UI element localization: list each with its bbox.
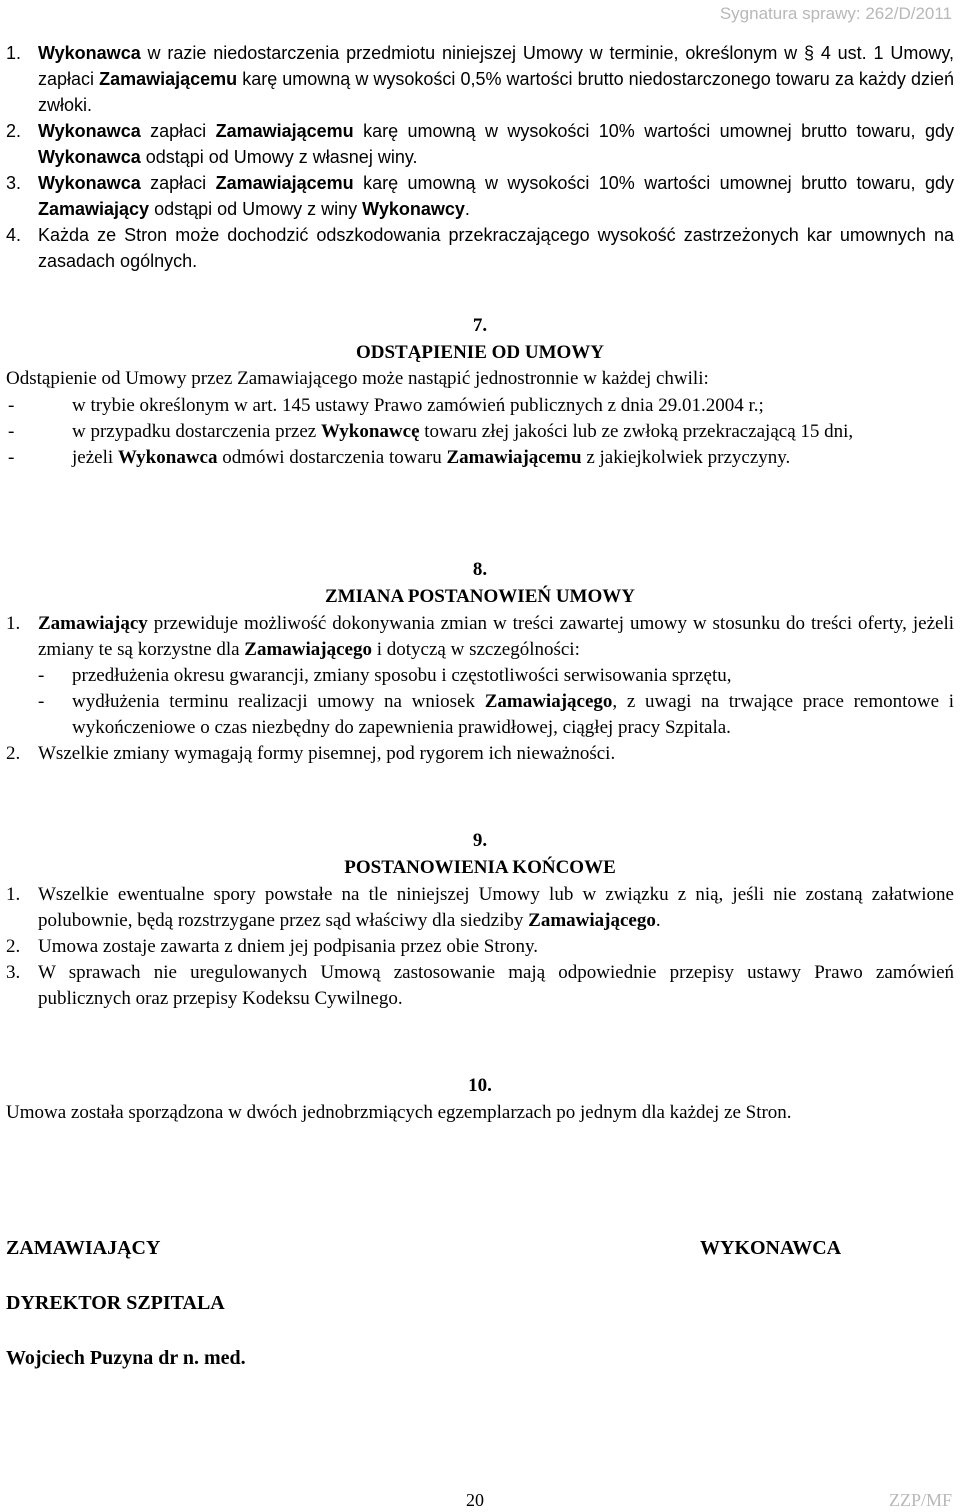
term-contractor: Wykonawca xyxy=(38,147,141,167)
section-number: 8. xyxy=(472,559,488,580)
item-text: i dotyczą w szczególności: xyxy=(372,639,580,660)
withdrawal-list xyxy=(6,393,954,471)
item-text: karę umowną w wysokości 0,5% wartości brutto niedostarczonego towaru za każdy dzień zwłoki. xyxy=(38,69,955,115)
term-ordering-party: Zamawiającego xyxy=(244,639,372,660)
contractor-label: WYKONAWCA xyxy=(700,1237,842,1259)
item-text: w przypadku dostarczenia przez xyxy=(72,421,321,442)
case-signature: Sygnatura sprawy: 262/D/2011 xyxy=(719,4,952,23)
item-text: w trybie określonym w art. 145 ustawy Prawo zamówień publicznych z dnia 29.01.2004 r.; xyxy=(72,395,764,416)
term-contractor: Wykonawcę xyxy=(321,421,420,442)
list-item xyxy=(6,663,954,689)
term-ordering-party: Zamawiającemu xyxy=(446,447,582,468)
item-text: . xyxy=(464,199,470,219)
term-contractor: Wykonawca xyxy=(38,43,141,63)
changes-list xyxy=(6,611,954,767)
list-item xyxy=(6,419,954,445)
term-contractor: Wykonawca xyxy=(38,121,141,141)
signatory-name: Wojciech Puzyna dr n. med. xyxy=(6,1347,246,1369)
section-text: Umowa została sporządzona w dwóch jednobrzmiących egzemplarzach po jednym dla każdej ze Stron. xyxy=(6,1102,792,1123)
item-text: wydłużenia terminu realizacji umowy na wniosek xyxy=(72,691,485,712)
item-text: . xyxy=(655,910,661,931)
item-text: odstąpi od Umowy z winy xyxy=(149,199,363,219)
list-item xyxy=(6,934,954,960)
list-item xyxy=(6,170,954,222)
bullet-dash: - xyxy=(38,691,45,712)
item-text: karę umowną w wysokości 10% wartości umownej brutto towaru, gdy xyxy=(353,173,954,193)
bullet-dash: - xyxy=(38,665,45,686)
item-text: w razie niedostarczenia przedmiotu niniejszej Umowy w terminie, określonym w § 4 ust. 1 Umowy, zapłaci xyxy=(38,43,954,89)
item-number: 1. xyxy=(6,884,21,905)
section-title: ODSTĄPIENIE OD UMOWY xyxy=(355,342,605,363)
list-item xyxy=(6,393,954,419)
bullet-dash: - xyxy=(8,421,15,442)
term-ordering-party: Zamawiający xyxy=(38,199,150,219)
item-text: towaru złej jakości lub ze zwłoką przekraczającą 15 dni, xyxy=(419,421,854,442)
item-text: Umowa zostaje zawarta z dniem jej podpisania przez obie Strony. xyxy=(38,936,538,957)
section-intro: Odstąpienie od Umowy przez Zamawiającego może nastąpić jednostronnie w każdej chwili: xyxy=(6,368,709,389)
item-text: Wszelkie ewentualne spory powstałe na tle niniejszej Umowy lub w związku z nią, jeśli nie zostaną załatwione polubownie, będą rozstrzygane przez sąd właściwy dla siedziby xyxy=(38,884,954,931)
item-text: z jakiejkolwiek przyczyny. xyxy=(581,447,791,468)
item-number: 2. xyxy=(6,743,21,764)
term-ordering-party: Zamawiający xyxy=(38,613,148,634)
section-number: 7. xyxy=(472,315,488,336)
final-provisions-list xyxy=(6,882,954,1012)
item-text: W sprawach nie uregulowanych Umową zastosowanie mają odpowiednie przepisy ustawy Prawo zamówień publicznych oraz przepisy Kodeksu Cywilnego. xyxy=(38,962,954,1009)
section-number: 10. xyxy=(468,1075,492,1096)
list-item xyxy=(6,882,954,934)
item-text: jeżeli xyxy=(72,447,118,468)
item-text: odmówi dostarczenia towaru xyxy=(217,447,447,468)
item-text: odstąpi od Umowy z własnej winy. xyxy=(140,147,418,167)
item-text: zapłaci xyxy=(140,121,216,141)
item-number: 3. xyxy=(6,173,22,193)
term-contractor: Wykonawcy xyxy=(362,199,465,219)
item-number: 2. xyxy=(6,936,21,957)
page-number: 20 xyxy=(466,1490,484,1510)
list-item xyxy=(6,445,954,471)
item-text: , z uwagi na trwające prace remontowe i wykończeniowe o czas niezbędny do zapewnienia prawidłowej, ciągłej pracy Szpitala. xyxy=(72,691,955,738)
footer-tag: ZZP/MF xyxy=(888,1490,952,1510)
term-contractor: Wykonawca xyxy=(38,173,141,193)
list-item xyxy=(6,960,954,1012)
item-number: 4. xyxy=(6,225,22,245)
section-title: ZMIANA POSTANOWIEŃ UMOWY xyxy=(325,586,635,607)
item-number: 1. xyxy=(6,613,21,634)
list-item xyxy=(6,40,954,118)
section-title: POSTANOWIENIA KOŃCOWE xyxy=(344,857,616,878)
item-number: 2. xyxy=(6,121,22,141)
list-item xyxy=(6,611,954,663)
term-ordering-party: Zamawiającego xyxy=(484,691,613,712)
bullet-dash: - xyxy=(8,395,15,416)
bullet-dash: - xyxy=(8,447,15,468)
ordering-party-label: ZAMAWIAJĄCY xyxy=(6,1237,161,1259)
term-ordering-party: Zamawiającemu xyxy=(215,173,354,193)
item-text: Wszelkie zmiany wymagają formy pisemnej, pod rygorem ich nieważności. xyxy=(38,743,616,764)
item-number: 3. xyxy=(6,962,21,983)
signatory-title: DYREKTOR SZPITALA xyxy=(6,1292,225,1314)
list-item xyxy=(6,689,954,741)
item-text: przedłużenia okresu gwarancji, zmiany sposobu i częstotliwości serwisowania sprzętu, xyxy=(72,665,732,686)
term-ordering-party: Zamawiającemu xyxy=(215,121,354,141)
term-ordering-party: Zamawiającego xyxy=(528,910,656,931)
item-text: przewiduje możliwość dokonywania zmian w treści zawartej umowy w stosunku do treści oferty, jeżeli zmiany te są korzystne dla xyxy=(38,613,954,660)
list-item xyxy=(6,222,954,274)
section-number: 9. xyxy=(472,830,488,851)
penalties-list xyxy=(6,40,954,274)
item-number: 1. xyxy=(6,43,22,63)
item-text: Każda ze Stron może dochodzić odszkodowania przekraczającego wysokość zastrzeżonych kar umownych na zasadach ogólnych. xyxy=(38,225,954,271)
item-text: zapłaci xyxy=(140,173,216,193)
list-item xyxy=(6,741,954,767)
term-contractor: Wykonawca xyxy=(117,447,218,468)
item-text: karę umowną w wysokości 10% wartości umownej brutto towaru, gdy xyxy=(353,121,954,141)
term-ordering-party: Zamawiającemu xyxy=(99,69,238,89)
list-item xyxy=(6,118,954,170)
